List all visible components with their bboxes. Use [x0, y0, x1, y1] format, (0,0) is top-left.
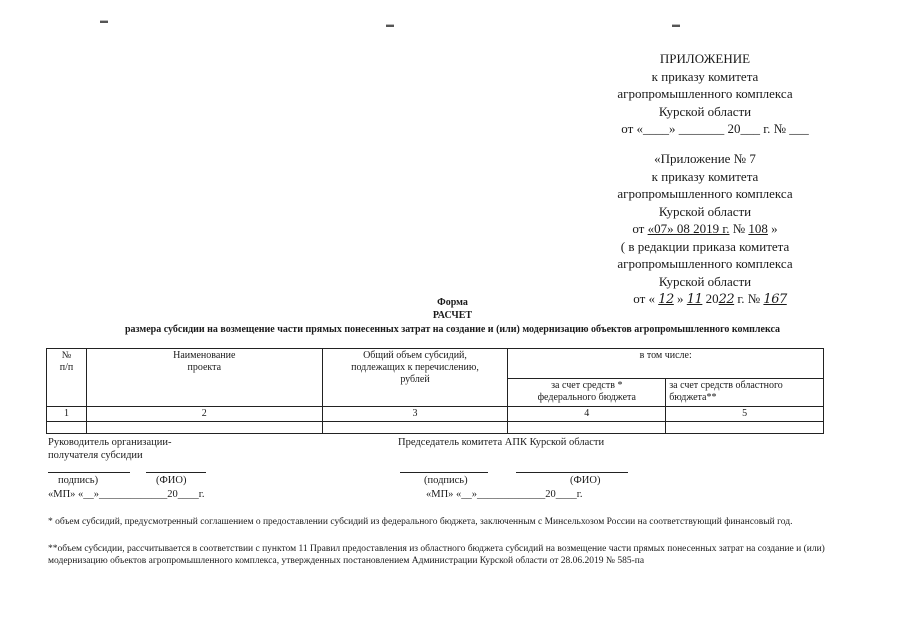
revision-line: Курской области [658, 273, 752, 289]
hw-num-prefix: г. № [734, 291, 764, 306]
date-suffix: » [767, 221, 778, 236]
column-number: 1 [47, 407, 87, 422]
appendix-line: агропромышленного комплекса [617, 86, 793, 101]
hw-number: 167 [763, 292, 787, 307]
header-regional: за счет средств областного бюджета** [666, 379, 824, 407]
header-total: Общий объем субсидий, подлежащих к перечислению, рублей [322, 349, 508, 407]
right-signatory-title: Председатель комитета АПК Курской области [398, 437, 605, 448]
scan-mark: ▬ [100, 16, 108, 25]
right-sign-label: (подпись) [424, 475, 468, 486]
hw-day: 12 [658, 292, 674, 307]
column-number: 4 [508, 407, 666, 422]
footnote-regional: **объем субсидии, рассчитывается в соответствии с пунктом 11 Правил предоставления из областного бюджета субсидий на возмещение части прямых понесенных затрат на создание и (или) модернизацию объектов агропромышленного комплекса, утвержденных постановлением Администрации Курской области от 28.06.2019 № 585-па [48, 544, 825, 566]
appendix-date-line: от «____» _______ 20___ г. № ___ [621, 121, 809, 136]
empty-cell [86, 422, 322, 434]
empty-cell [666, 422, 824, 434]
number-prefix: № [729, 221, 749, 236]
hw-year: 22 [718, 292, 735, 307]
appendix-line: к приказу комитета [651, 68, 759, 84]
left-sign-line [48, 472, 130, 473]
calculation-table [46, 348, 824, 434]
scan-mark: ▬ [672, 20, 680, 29]
column-number: 3 [322, 407, 508, 422]
header-project-name: Наименование проекта [86, 349, 322, 407]
right-fio-line [516, 472, 628, 473]
left-signatory-title: Руководитель организации- [48, 437, 172, 448]
prior-appendix-date-line [560, 220, 850, 238]
order-number: 108 [748, 221, 768, 236]
empty-cell [508, 422, 666, 434]
appendix-block [560, 50, 850, 138]
appendix-line: Курской области [658, 103, 752, 119]
empty-cell [322, 422, 508, 434]
left-fio-label: (ФИО) [156, 475, 187, 486]
appendix-line: ПРИЛОЖЕНИЕ [659, 51, 751, 66]
left-fio-line [146, 472, 206, 473]
column-number: 5 [666, 407, 824, 422]
header-including: в том числе: [508, 349, 824, 379]
prior-appendix-line: агропромышленного комплекса [617, 186, 793, 201]
revision-line: агропромышленного комплекса [617, 256, 793, 271]
revision-line: ( в редакции приказа комитета [620, 238, 790, 254]
form-title: РАСЧЕТ [432, 310, 473, 321]
prior-appendix-block [560, 150, 850, 309]
right-sign-line [400, 472, 488, 473]
prior-appendix-line: «Приложение № 7 [654, 151, 756, 166]
hw-month: 11 [686, 292, 703, 307]
date-prefix: от [632, 221, 648, 236]
form-subtitle: размера субсидии на возмещение части прямых понесенных затрат на создание и (или) модернизацию объектов агропромышленного комплекса [124, 324, 781, 335]
form-kind: Форма [437, 297, 468, 308]
order-date: «07» 08 2019 г. [647, 221, 730, 236]
empty-cell [47, 422, 87, 434]
hw-prefix: от « [633, 291, 659, 306]
scan-mark: ▬ [386, 20, 394, 29]
footnote-federal: * объем субсидий, предусмотренный соглашением о предоставлении субсидий из федерального бюджета, заключенным с Минсельхозом России на соответствующий финансовый год. [48, 517, 793, 527]
left-sign-label: подпись) [58, 475, 99, 486]
right-date-line: «МП» «__»_____________20____г. [426, 489, 583, 500]
right-fio-label: (ФИО) [570, 475, 601, 486]
header-federal: за счет средств * федерального бюджета [508, 379, 666, 407]
column-number: 2 [86, 407, 322, 422]
hw-mid2: 20 [702, 291, 719, 306]
hw-mid: » [673, 291, 687, 306]
left-date-line: «МП» «__»_____________20____г. [48, 489, 205, 500]
header-num: № п/п [47, 349, 87, 407]
left-signatory-title: получателя субсидии [48, 450, 143, 461]
prior-appendix-line: к приказу комитета [651, 168, 759, 184]
prior-appendix-line: Курской области [658, 203, 752, 219]
